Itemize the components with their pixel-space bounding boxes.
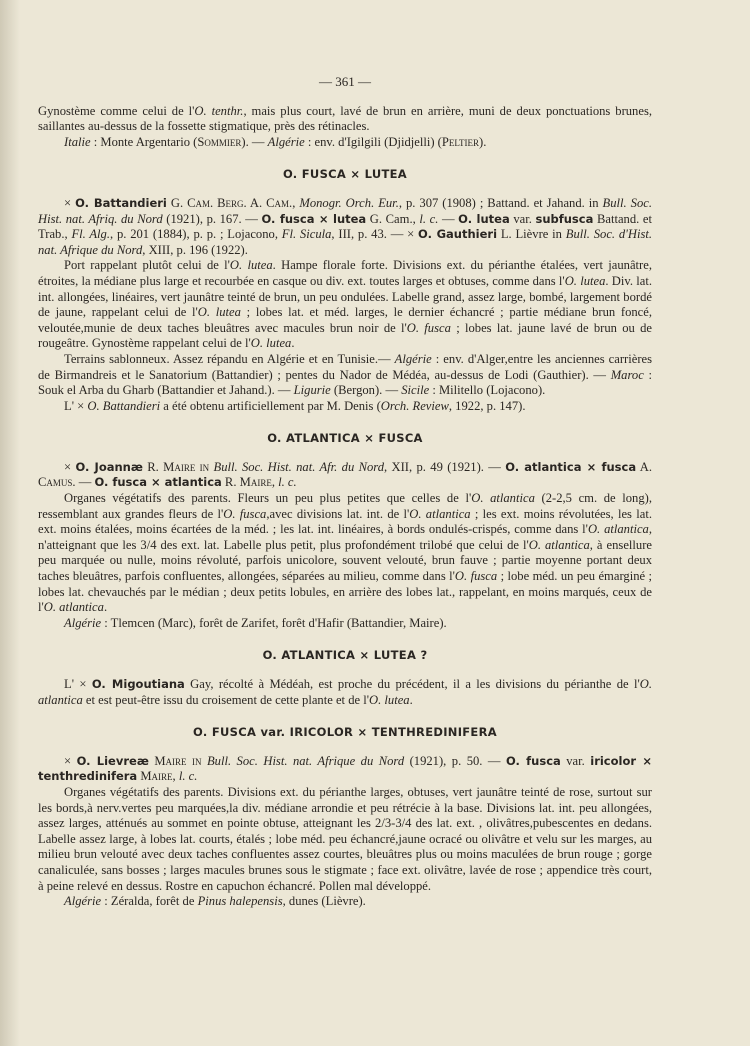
distribution-paragraph bbox=[38, 352, 652, 399]
text-run: , III, p. 43. — × bbox=[331, 227, 419, 242]
text-run: , XIII, p. 196 (1922). bbox=[142, 242, 248, 257]
text-run: . bbox=[291, 336, 295, 351]
italic-text: Monogr. Orch. Eur. bbox=[299, 195, 399, 210]
text-run: Battand. et Trab., bbox=[38, 211, 652, 242]
italic-text: O. lutea bbox=[250, 336, 292, 351]
italic-text: O. fusca bbox=[223, 506, 267, 521]
italic-text: O. lutea bbox=[197, 305, 241, 320]
text-run: , mais plus court, lavé de brun en arrière, muni de deux ponctuations brunes, saillantes au-dessus de la fossette stigmatique, près des rétinacles. bbox=[38, 103, 652, 134]
text-run: ,avec divisions lat. int. de l' bbox=[266, 506, 410, 521]
text-run: . Hampe florale forte. Divisions ext. du périanthe étalées, vert jaunâtre, étroites, la médiane plus large et recourbée en casque ou div. ext. toutes larges et obtuses, comme dans l' bbox=[38, 258, 652, 288]
page-edge-shadow bbox=[0, 0, 20, 1046]
region-name: Italie bbox=[64, 134, 91, 149]
italic-text: Ligurie bbox=[293, 383, 331, 398]
italic-text: Sicile bbox=[401, 383, 430, 398]
italic-text: O. fusca bbox=[406, 320, 451, 335]
italic-text: Fl. Sicula bbox=[281, 227, 332, 242]
italic-text: Algérie bbox=[64, 894, 102, 909]
text-run: Gay, récolté à Médéah, est proche du précédent, il a les divisions du périanthe de l' bbox=[184, 677, 640, 691]
bold-taxon-name: O. fusca × atlantica bbox=[94, 475, 222, 490]
text-run: R. Maire in bbox=[142, 459, 214, 474]
text-run: ; lobe méd. un peu émarginé ; lobes lat. chevauchés par le médian ; deux petits lobules, en arrière des lobes lat., rappelant, en moins marqués, ceux de l' bbox=[38, 569, 653, 615]
text-run: × bbox=[64, 195, 76, 210]
text-run: Gynostème comme celui de l' bbox=[38, 103, 195, 118]
text-run: , dunes (Lièvre). bbox=[282, 894, 366, 909]
bold-taxon-name: O. atlantica × fusca bbox=[505, 459, 637, 474]
text-run: ). — bbox=[241, 134, 268, 149]
text-run: (Bergon). — bbox=[330, 383, 402, 398]
text-run: , p. 201 (1884), p. p. ; Lojacono, bbox=[110, 227, 282, 242]
text-run: ). bbox=[479, 134, 487, 149]
section-heading: O. ATLANTICA × FUSCA bbox=[267, 431, 423, 446]
text-run: L' × bbox=[64, 398, 88, 413]
text-run: (1921), p. 167. — bbox=[162, 211, 262, 226]
italic-text: O. atlantica bbox=[38, 677, 652, 707]
italic-text: Bull. Soc. Hist. nat. Afrique du Nord bbox=[206, 753, 405, 768]
bold-taxon-name: O. fusca × lutea bbox=[261, 211, 367, 226]
italic-text: O. Battandieri bbox=[87, 398, 161, 413]
text-run: L' × bbox=[64, 677, 92, 691]
text-run: Maire in bbox=[148, 753, 207, 768]
text-run: , p. 307 (1908) ; Battand. et Jahand. in bbox=[398, 195, 603, 210]
note-paragraph bbox=[38, 399, 652, 415]
text-run: : Souk el Arba du Gharb (Battandier et Jahand.). — bbox=[38, 367, 652, 398]
text-run: a été obtenu artificiellement par M. Denis ( bbox=[160, 398, 381, 413]
bold-taxon-name: subfusca bbox=[535, 211, 594, 226]
bold-taxon-name: O. Migoutiana bbox=[91, 677, 185, 691]
description-paragraph: Organes végétatifs des parents. Divisions ext. du périanthe larges, obtuses, vert jaunâtre teinté de rose, surtout sur les bords,à nerv.vertes peu marquées,la div. médiane arrondie et peu rétrécie à la base. Divisions lat. int. peu allongées, assez larges, atténués au sommet en pointe obtuse, atteignant les 2/3-3/4 des lat. ext. , olivâtres,pubescentes en dedans. Labelle assez large, à lobes lat. courts, étalés ; lobe méd. peu échancré,jaune ocracé ou olivâtre et velu sur les marges, au milieu brun velouté avec deux taches confluentes assez courtes, bleuâtres plus ou moins maculées de brun rouge ; gorge canaliculée, sans bosses ; larges macules brunes sous le stigmate ; face ext. olivâtre, lavée de rose ; appendice très court, à peine relevé en dessus. Rostre en capuchon échancré. Pollen mal développé. bbox=[38, 784, 652, 893]
description-paragraph bbox=[38, 258, 652, 352]
region-name: Algérie bbox=[267, 134, 305, 149]
text-run: A. Camus. — bbox=[38, 459, 652, 490]
text-run: — bbox=[438, 211, 459, 226]
text-run: : Zéralda, forêt de bbox=[101, 894, 198, 909]
text-run: ; lobes lat. jaune lavé de brun ou de rougeâtre. Gynostème rappelant celui de l' bbox=[38, 320, 652, 351]
text-run: (1921), p. 50. — bbox=[404, 753, 506, 768]
italic-text: Pinus halepensis bbox=[197, 894, 283, 909]
italic-text: O. lutea bbox=[229, 258, 273, 273]
italic-text: O. atlantica bbox=[528, 537, 590, 552]
italic-text: l. c. bbox=[278, 475, 297, 490]
italic-text: O. atlantica bbox=[43, 600, 104, 615]
italic-text: O. lutea bbox=[369, 692, 410, 707]
text-run: L. Lièvre in bbox=[497, 227, 566, 242]
section-heading: O. FUSCA × LUTEA bbox=[282, 167, 407, 182]
italic-text: O. atlantica bbox=[471, 491, 535, 506]
text-run: . Div. lat. int. allongées, linéaires, vert jaunâtre teinté de brun, un peu ondulées. Labelle grand, assez large, bombé, largement bordé de jaune, rappelant celui de l' bbox=[38, 273, 652, 320]
text-run: R. Maire, bbox=[221, 475, 279, 490]
italic-text: O. lutea bbox=[564, 273, 606, 288]
section-heading: O. ATLANTICA × LUTEA ? bbox=[262, 648, 428, 663]
italic-text: Fl. Alg. bbox=[71, 227, 110, 242]
text-run: G. Cam. Berg. A. Cam., bbox=[166, 195, 300, 210]
collector-name: Sommier bbox=[197, 134, 242, 149]
synonymy-paragraph bbox=[38, 196, 652, 258]
description-paragraph bbox=[38, 491, 652, 616]
text-run: . bbox=[103, 600, 108, 615]
text-run: : Tlemcen (Marc), forêt de Zarifet, forêt d'Hafir (Battandier, Maire). bbox=[101, 615, 447, 630]
synonymy-paragraph bbox=[38, 754, 652, 785]
text-run: ; lobes lat. et méd. larges, le dernier échancré ; partie médiane brun foncé, veloutée,munie de deux taches bleuâtres avec macules brun noir de l' bbox=[38, 305, 652, 335]
page-content bbox=[38, 74, 652, 910]
text-run: × bbox=[64, 459, 76, 474]
italic-text: Orch. Review bbox=[380, 398, 449, 413]
text-run: , 1922, p. 147). bbox=[448, 398, 526, 413]
italic-text: O. fusca bbox=[454, 569, 498, 584]
text-run: , à ensellure peu marquée ou nulle, moins révoluté, parfois unicolore, souvent velouté, brun fauve ; partie moyenne portant deux taches bleuâtres, parfois confluentes, allongées, séparées au milieu, comme dans l' bbox=[38, 537, 652, 584]
text-run: , XII, p. 49 (1921). — bbox=[384, 459, 506, 474]
bold-taxon-name: O. fusca bbox=[505, 753, 561, 768]
text-run: G. Cam., bbox=[366, 211, 420, 226]
bold-taxon-name: iricolor × tenthredinifera bbox=[38, 753, 652, 784]
italic-text: Bull. Soc. Hist. nat. Afriq. du Nord bbox=[38, 195, 652, 226]
text-run: (2-2,5 cm. de long), ressemblant aux grandes fleurs de l' bbox=[38, 491, 652, 521]
note-paragraph bbox=[38, 677, 652, 708]
text-run: Maire, bbox=[137, 769, 179, 784]
synonymy-paragraph bbox=[38, 460, 652, 491]
text-run: var. bbox=[509, 211, 536, 226]
section-heading: O. FUSCA var. IRICOLOR × TENTHREDINIFERA bbox=[193, 725, 497, 740]
bold-taxon-name: O. Joannæ bbox=[75, 459, 143, 474]
bold-taxon-name: O. lutea bbox=[458, 211, 510, 226]
text-run: . bbox=[409, 692, 413, 707]
italic-text: l. c. bbox=[178, 769, 198, 784]
text-run: : env. d'Alger,entre les anciennes carrières de Birmandreis et le Sanatorium (Battandier) ; pentes du Nador de Médéa, au-dessus de Lodi (Gauthier). — bbox=[38, 351, 653, 382]
locality-line bbox=[38, 616, 652, 632]
text-run: : Monte Argentario ( bbox=[90, 134, 198, 149]
text-run: , n'atteignant que les 3/4 des ext. lat. Labelle plus petit, plus profondément trilobé que celui de l' bbox=[38, 522, 652, 552]
text-run: Organes végétatifs des parents. Fleurs un peu plus petites que celles de l' bbox=[64, 491, 472, 506]
bold-taxon-name: O. Battandieri bbox=[75, 195, 167, 210]
italic-text: Maroc bbox=[610, 367, 644, 382]
text-run: Port rappelant plutôt celui de l' bbox=[64, 258, 230, 273]
text-run: : Militello (Lojacono). bbox=[429, 383, 546, 398]
bold-taxon-name: O. Lievreæ bbox=[76, 753, 149, 768]
italic-text: Bull. Soc. Hist. nat. Afr. du Nord bbox=[213, 459, 385, 474]
text-run: ; les ext. moins révolutées, les lat. ext. moins étalées, moins écartées de la méd. ; les lat. int. linéaires, à bords ondulés-crispés, comme dans l' bbox=[38, 506, 652, 537]
text-run: : env. d'Igilgili (Djidjelli) ( bbox=[304, 134, 442, 149]
locality-line bbox=[38, 135, 652, 151]
page-number: — 361 — bbox=[319, 74, 371, 89]
italic-text: Bull. Soc. d'Hist. nat. Afrique du Nord bbox=[38, 227, 653, 257]
locality-line bbox=[38, 894, 652, 910]
italic-text: O. atlantica bbox=[409, 506, 471, 521]
text-run: Terrains sablonneux. Assez répandu en Algérie et en Tunisie.— bbox=[64, 351, 395, 366]
italic-text: O. atlantica bbox=[587, 522, 649, 537]
bold-taxon-name: O. Gauthieri bbox=[418, 227, 498, 242]
italic-text: l. c. bbox=[419, 211, 439, 226]
text-run: var. bbox=[560, 753, 591, 768]
italic-text: Algérie bbox=[394, 351, 432, 366]
collector-name: Peltier bbox=[441, 134, 480, 149]
taxon-name: O. tenthr. bbox=[194, 103, 244, 118]
paragraph-gynosteme bbox=[38, 104, 652, 135]
text-run: × bbox=[64, 753, 77, 768]
text-run: et est peut-être issu du croisement de cette plante et de l' bbox=[82, 692, 370, 707]
italic-text: Algérie bbox=[64, 615, 102, 630]
